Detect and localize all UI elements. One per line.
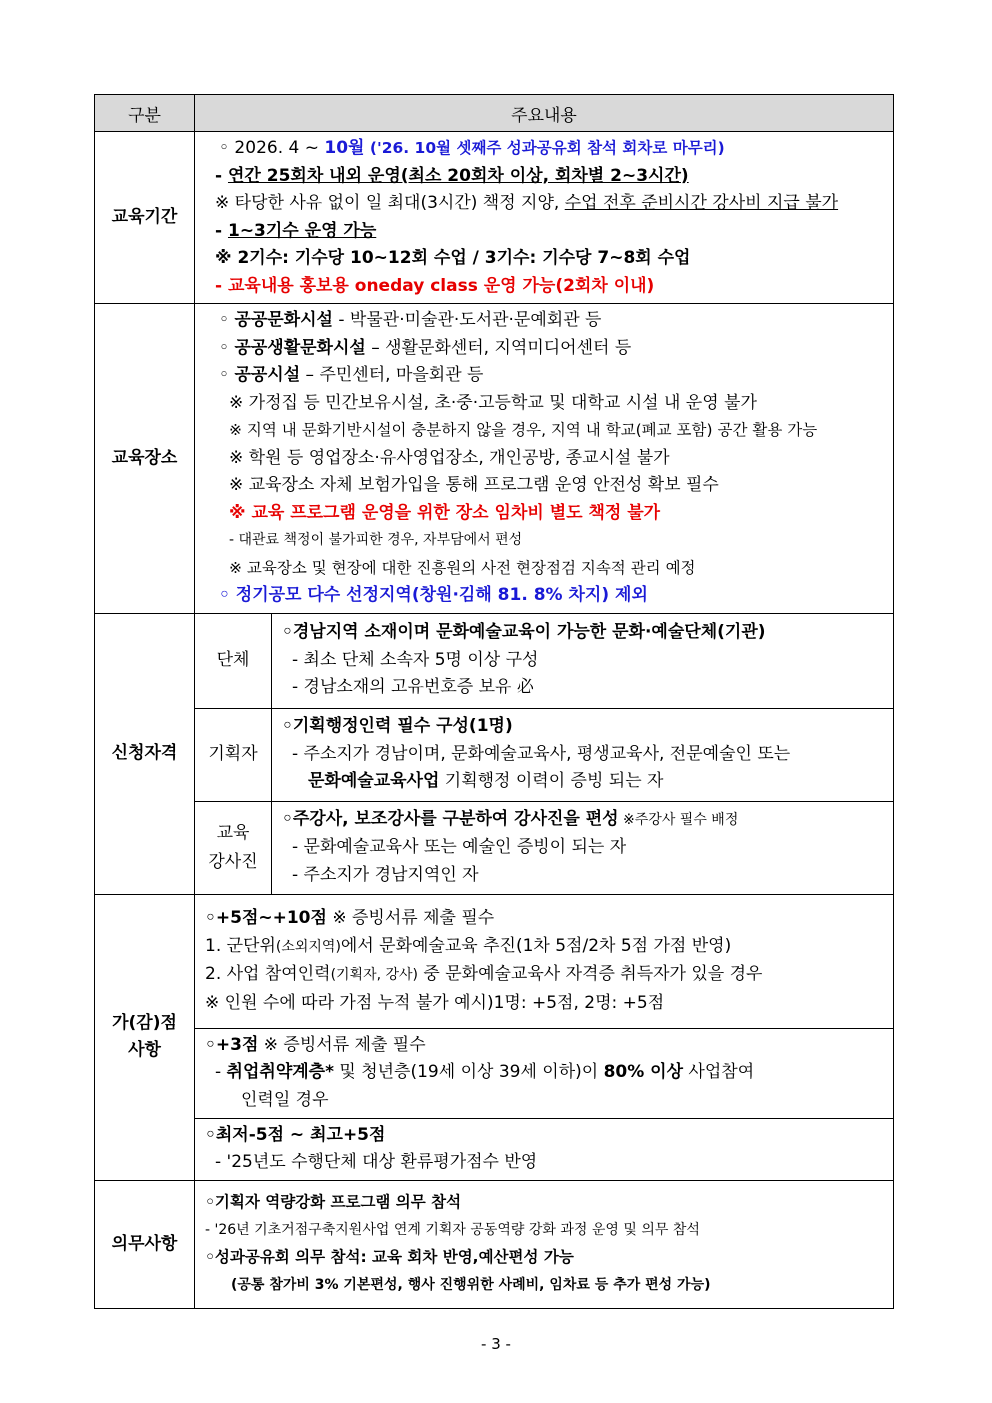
place-line-2: ◦ 공공생활문화시설 – 생활문화센터, 지역미디어센터 등 — [219, 337, 632, 358]
header-category: 구분 — [95, 95, 195, 132]
instructor-label: 교육 강사진 — [195, 801, 272, 894]
bonus-c-content — [195, 1118, 894, 1180]
bonus-b-content — [195, 1028, 894, 1118]
bonus-label: 가(감)점 사항 — [95, 894, 195, 1180]
org-label: 단체 — [195, 613, 272, 708]
period-line-5: ※ 2기수: 기수당 10~12회 수업 / 3기수: 기수당 7~8회 수업 — [215, 248, 691, 268]
bonus-a-line-2: 1. 군단위(소외지역)에서 문화예술교육 추진(1차 5점/2차 5점 가점 반영) — [205, 935, 732, 956]
duty-label: 의무사항 — [95, 1180, 195, 1308]
instructor-line-2: - 문화예술교육사 또는 예술인 증빙이 되는 자 — [292, 837, 627, 858]
org-line-3: - 경남소재의 고유번호증 보유 必 — [292, 677, 534, 698]
bonus-a-line-4: ※ 인원 수에 따라 가점 누적 불가 예시)1명: +5점, 2명: +5점 — [205, 992, 665, 1013]
bonus-b-line-1: ◦+3점 ※ 증빙서류 제출 필수 — [205, 1034, 426, 1055]
main-table — [94, 94, 894, 1309]
place-content — [195, 304, 894, 614]
duty-line-2: - '26년 기초거점구축지원사업 연계 기획자 공동역량 강화 과정 운영 및 의무 참석 — [205, 1221, 700, 1238]
place-line-4: ※ 가정집 등 민간보유시설, 초·중·고등학교 및 대학교 시설 내 운영 불가 — [229, 392, 757, 413]
planner-line-3: 문화예술교육사업 기획행정 이력이 증빙 되는 자 — [308, 771, 664, 792]
place-line-3: ◦ 공공시설 – 주민센터, 마을회관 등 — [219, 365, 484, 385]
place-line-10: ※ 교육장소 및 현장에 대한 진흥원의 사전 현장점검 지속적 관리 예정 — [229, 558, 696, 577]
bonus-b-line-2: - 취업취약계층* 및 청년층(19세 이상 39세 이하)이 80% 이상 사업참여 — [215, 1062, 755, 1083]
place-line-1: ◦ 공공문화시설 - 박물관·미술관·도서관·문예회관 등 — [219, 310, 602, 330]
period-label: 교육기간 — [95, 132, 195, 304]
place-line-6: ※ 학원 등 영업장소·유사영업장소, 개인공방, 종교시설 불가 — [229, 447, 670, 468]
instructor-content — [272, 801, 894, 894]
planner-label: 기획자 — [195, 708, 272, 801]
place-label: 교육장소 — [95, 304, 195, 614]
planner-line-1: ◦기획행정인력 필수 구성(1명) — [282, 716, 513, 737]
bonus-b-line-3: 인력일 경우 — [241, 1089, 329, 1110]
place-line-9: - 대관료 책정이 불가피한 경우, 자부담에서 편성 — [229, 532, 523, 548]
duty-content — [195, 1180, 894, 1308]
header-content: 주요내용 — [195, 95, 894, 132]
bonus-a-line-3: 2. 사업 참여인력(기획자, 강사) 중 문화예술교육사 자격증 취득자가 있을 경우 — [205, 964, 763, 984]
period-line-6: - 교육내용 홍보용 oneday class 운영 가능(2회차 이내) — [215, 275, 655, 296]
period-line-2: - 연간 25회차 내외 운영(최소 20회차 이상, 회차별 2~3시간) — [215, 165, 689, 186]
planner-content — [272, 708, 894, 801]
bonus-a-line-1: ◦+5점~+10점 ※ 증빙서류 제출 필수 — [205, 908, 495, 928]
place-line-8: ※ 교육 프로그램 운영을 위한 장소 임차비 별도 책정 불가 — [229, 502, 661, 523]
bonus-c-line-2: - '25년도 수행단체 대상 환류평가점수 반영 — [215, 1152, 538, 1172]
org-line-1: ◦경남지역 소재이며 문화예술교육이 가능한 문화·예술단체(기관) — [282, 622, 766, 643]
instructor-line-3: - 주소지가 경남지역인 자 — [292, 864, 479, 885]
place-line-5: ※ 지역 내 문화기반시설이 충분하지 않을 경우, 지역 내 학교(폐교 포함) 공간 활용 가능 — [229, 421, 818, 439]
eligibility-label: 신청자격 — [95, 613, 195, 894]
period-line-3: ※ 타당한 사유 없이 일 최대(3시간) 책정 지양, 수업 전후 준비시간 강사비 지급 불가 — [215, 193, 839, 213]
bonus-c-line-1: ◦최저-5점 ~ 최고+5점 — [205, 1124, 386, 1145]
duty-line-1: ◦기획자 역량강화 프로그램 의무 참석 — [205, 1193, 462, 1211]
period-line-4: - 1~3기수 운영 가능 — [215, 220, 377, 241]
page-number: - 3 - — [481, 1335, 511, 1353]
planner-line-2: - 주소지가 경남이며, 문화예술교육사, 평생교육사, 전문예술인 또는 — [292, 743, 791, 764]
org-line-2: - 최소 단체 소속자 5명 이상 구성 — [292, 649, 539, 670]
instructor-line-1: ◦주강사, 보조강사를 구분하여 강사진을 편성 ※주강사 필수 배정 — [282, 808, 739, 829]
place-line-7: ※ 교육장소 자체 보험가입을 통해 프로그램 운영 안전성 확보 필수 — [229, 475, 719, 495]
duty-line-4: (공통 참가비 3% 기본편성, 행사 진행위한 사례비, 임차료 등 추가 편성 가능) — [231, 1276, 711, 1293]
org-content — [272, 613, 894, 708]
place-line-11: ◦ 정기공모 다수 선정지역(창원·김해 81. 8% 차지) 제외 — [219, 585, 648, 605]
period-content — [195, 132, 894, 304]
duty-line-3: ◦성과공유회 의무 참석: 교육 회차 반영,예산편성 가능 — [205, 1248, 574, 1266]
period-line-1: ◦ 2026. 4 ~ 10월 ('26. 10월 셋째주 성과공유회 참석 회차로 마무리) — [219, 138, 725, 158]
bonus-a-content — [195, 894, 894, 1028]
